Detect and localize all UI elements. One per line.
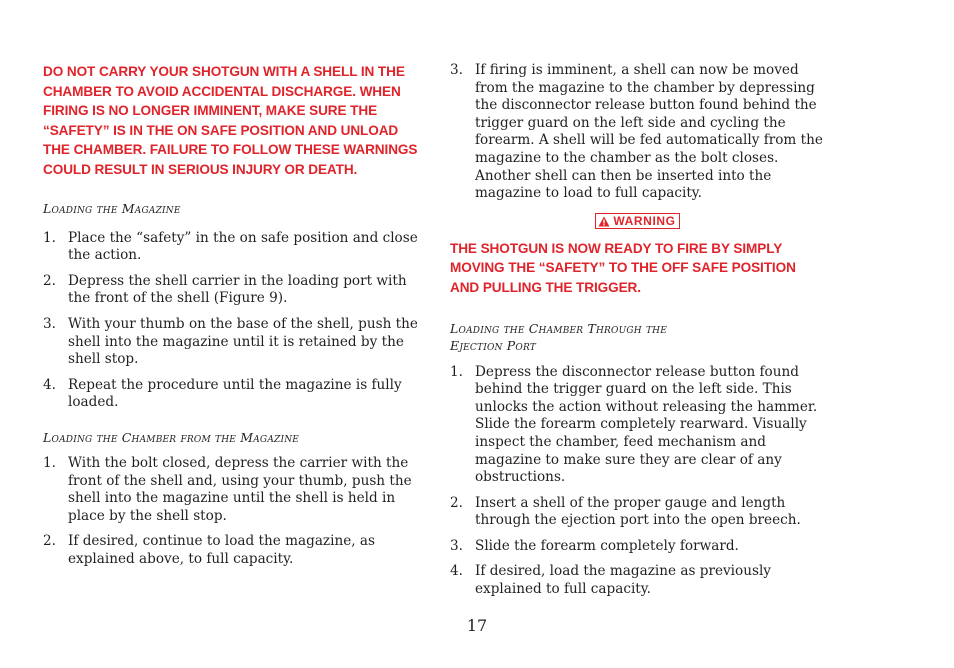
list-item: 4. If desired, load the magazine as previously explained to full capacity. bbox=[450, 563, 771, 598]
page-number: 17 bbox=[466, 616, 488, 635]
list-item: 3. Slide the forearm completely forward. bbox=[450, 537, 739, 554]
list-item: 1. Place the “safety” in the on safe position and close the action. bbox=[43, 229, 418, 264]
list-item: 2. If desired, continue to load the magazine, as explained above, to full capacity. bbox=[43, 533, 375, 567]
continued-chamber-steps bbox=[450, 62, 825, 203]
section-title-loading-chamber-ejection: Loading the Chamber Through the Ejection Port bbox=[450, 320, 668, 353]
list-item: 1. Depress the disconnector release button found behind the trigger guard on the left side. This unlocks the action without releasing the hammer. Slide the forearm completely rearward. Visually inspect the chamber, feed mechanism and magazine to make sure they are clear of any obstructions. bbox=[450, 363, 818, 486]
warning-triangle-icon bbox=[598, 216, 610, 227]
section-title-loading-chamber-magazine: Loading the Chamber from the Magazine bbox=[43, 429, 300, 445]
left-column bbox=[43, 62, 421, 576]
list-item: 3. With your thumb on the base of the shell, push the shell into the magazine until it is retained by the shell stop. bbox=[43, 315, 418, 368]
loading-chamber-ejection-steps bbox=[450, 364, 825, 599]
list-item: 3. If firing is imminent, a shell can now be moved from the magazine to the chamber by depressing the disconnector release button found behind the trigger guard on the left side and cycling the forearm. A shell will be fed automatically from the magazine to the chamber as the bolt closes. Another shell can then be inserted into the magazine to load to full capacity. bbox=[450, 62, 823, 202]
right-column bbox=[450, 62, 825, 607]
warning-badge bbox=[595, 213, 679, 229]
ready-to-fire-warning-text: THE SHOTGUN IS NOW READY TO FIRE BY SIMPLY MOVING THE “SAFETY” TO THE OFF SAFE POSITION AND PULLING THE TRIGGER. bbox=[450, 240, 796, 295]
loading-chamber-magazine-steps bbox=[43, 455, 421, 569]
list-item: 1. With the bolt closed, depress the carrier with the front of the shell and, using your thumb, push the shell into the magazine until the shell is held in place by the shell stop. bbox=[43, 454, 412, 524]
section-title-loading-magazine: Loading the Magazine bbox=[43, 200, 181, 216]
list-item: 2. Depress the shell carrier in the loading port with the front of the shell (Figure 9). bbox=[43, 272, 407, 307]
warning-badge-label: WARNING bbox=[613, 214, 676, 229]
carry-warning-text: DO NOT CARRY YOUR SHOTGUN WITH A SHELL IN THE CHAMBER TO AVOID ACCIDENTAL DISCHARGE. WHEN FIRING IS NO LONGER IMMINENT, MAKE SURE THE “SAFETY” IS IN THE ON SAFE POSITION AND UNLOAD THE CHAMBER. FAILURE TO FOLLOW THESE WARNINGS COULD RESULT IN SERIOUS INJURY OR DEATH. bbox=[43, 64, 418, 177]
list-item: 4. Repeat the procedure until the magazine is fully loaded. bbox=[43, 376, 402, 411]
loading-magazine-steps bbox=[43, 230, 421, 412]
list-item: 2. Insert a shell of the proper gauge and length through the ejection port into the open breech. bbox=[450, 494, 801, 529]
warning-badge-row bbox=[450, 212, 825, 231]
